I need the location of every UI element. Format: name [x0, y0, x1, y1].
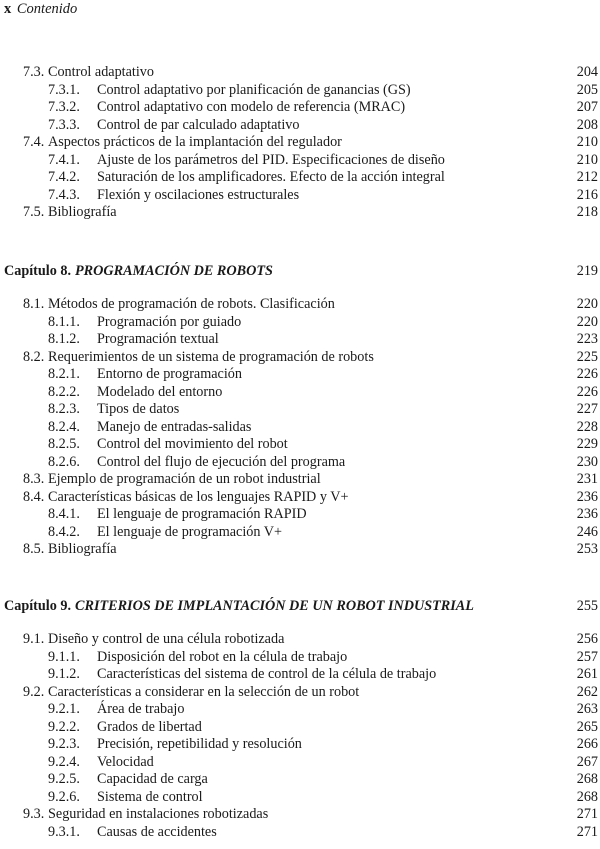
entry-page-number: 226 — [576, 383, 598, 400]
entry-number: 8.2.4. — [48, 418, 80, 435]
entry-title: Área de trabajo — [97, 701, 185, 717]
chapter-heading[interactable] — [4, 262, 598, 280]
toc-subsection-entry[interactable] — [0, 366, 600, 384]
chapter-label: Capítulo 9. — [4, 598, 72, 614]
entry-page-number: 225 — [576, 348, 598, 365]
page-number-roman: x — [4, 1, 12, 17]
entry-number: 8.4.1. — [48, 506, 80, 522]
toc-subsection-entry[interactable] — [0, 524, 600, 542]
entry-title: Control del flujo de ejecución del programa — [97, 453, 346, 470]
toc-subsection-entry[interactable] — [0, 719, 600, 737]
entry-title: Precisión, repetibilidad y resolución — [97, 736, 302, 752]
entry-number: 9.3. — [23, 806, 45, 822]
entry-title: Control adaptativo con modelo de referencia (MRAC) — [97, 99, 406, 115]
entry-page-number: 207 — [576, 99, 598, 115]
entry-number: 9.2.2. — [48, 718, 80, 735]
entry-page-number: 261 — [576, 666, 598, 682]
toc-subsection-entry[interactable] — [0, 649, 600, 667]
entry-page-number: 265 — [576, 718, 598, 735]
entry-title: Aspectos prácticos de la implantación del regulador — [48, 134, 342, 150]
entry-title: Modelado del entorno — [97, 383, 223, 400]
chapter-label: Capítulo 8. — [4, 263, 72, 279]
entry-title: Programación textual — [97, 331, 219, 347]
toc-subsection-entry[interactable] — [0, 314, 600, 332]
entry-title: Entorno de programación — [97, 366, 242, 382]
entry-title: Bibliografía — [48, 204, 117, 220]
entry-page-number: 218 — [576, 204, 598, 220]
entry-number: 8.4. — [23, 488, 45, 505]
entry-title: Tipos de datos — [97, 401, 180, 417]
toc-subsection-entry[interactable] — [0, 736, 600, 754]
toc-subsection-entry[interactable] — [0, 117, 600, 135]
entry-number: 9.3.1. — [48, 823, 80, 840]
entry-title: Bibliografía — [48, 541, 117, 557]
toc-section-entries — [0, 64, 600, 222]
entry-page-number: 246 — [576, 523, 598, 540]
entry-number: 8.2.3. — [48, 401, 80, 417]
entry-title: Características básicas de los lenguajes RAPID y V+ — [48, 488, 349, 505]
entry-page-number: 230 — [576, 453, 598, 470]
toc-subsection-entry[interactable] — [0, 789, 600, 807]
entry-title: Manejo de entradas-salidas — [97, 418, 252, 435]
entry-page-number: 268 — [576, 771, 598, 787]
toc-subsection-entry[interactable] — [0, 401, 600, 419]
entry-number: 7.3. — [23, 64, 45, 80]
entry-number: 8.1.1. — [48, 313, 80, 330]
entry-title: Control adaptativo — [48, 64, 154, 80]
entry-page-number: 268 — [576, 788, 598, 805]
toc-subsection-entry[interactable] — [0, 701, 600, 719]
entry-number: 8.2.1. — [48, 366, 80, 382]
entry-number: 9.2. — [23, 683, 45, 700]
entry-page-number: 216 — [576, 186, 598, 203]
entry-number: 9.2.5. — [48, 771, 80, 787]
toc-subsection-entry[interactable] — [0, 99, 600, 117]
toc-subsection-entry[interactable] — [0, 824, 600, 842]
entry-title: Requerimientos de un sistema de programación de robots — [48, 348, 374, 365]
entry-title: Características del sistema de control de la célula de trabajo — [97, 666, 437, 682]
entry-number: 8.2.5. — [48, 436, 80, 452]
entry-number: 9.2.4. — [48, 753, 80, 770]
toc-subsection-entry[interactable] — [0, 454, 600, 472]
entry-number: 8.4.2. — [48, 523, 80, 540]
entry-page-number: 236 — [576, 506, 598, 522]
chapter-title: PROGRAMACIÓN DE ROBOTS — [75, 263, 273, 279]
entry-title: Métodos de programación de robots. Clasificación — [48, 296, 335, 312]
entry-page-number: 267 — [576, 753, 598, 770]
entry-title: Saturación de los amplificadores. Efecto de la acción integral — [97, 169, 445, 185]
entry-page-number: 226 — [576, 366, 598, 382]
toc-subsection-entry[interactable] — [0, 436, 600, 454]
entry-title: Seguridad en instalaciones robotizadas — [48, 806, 269, 822]
entry-title: Ejemplo de programación de un robot industrial — [48, 471, 321, 487]
toc-section-entry[interactable] — [0, 204, 600, 222]
toc-section-entry[interactable] — [0, 631, 600, 649]
entry-number: 7.3.2. — [48, 99, 80, 115]
entry-page-number: 228 — [576, 418, 598, 435]
entry-title: Capacidad de carga — [97, 771, 208, 787]
toc-section-entry[interactable] — [0, 489, 600, 507]
toc-subsection-entry[interactable] — [0, 82, 600, 100]
entry-page-number: 210 — [576, 134, 598, 150]
entry-title: El lenguaje de programación RAPID — [97, 506, 307, 522]
entry-page-number: 271 — [576, 806, 598, 822]
running-header — [4, 1, 77, 18]
toc-section-entries — [0, 631, 600, 841]
entry-page-number: 271 — [576, 823, 598, 840]
entry-page-number: 210 — [576, 151, 598, 168]
entry-number: 9.1.1. — [48, 648, 80, 665]
chapter-title: CRITERIOS DE IMPLANTACIÓN DE UN ROBOT INDUSTRIAL — [75, 598, 474, 614]
entry-number: 9.1. — [23, 631, 45, 647]
entry-number: 9.2.1. — [48, 701, 80, 717]
entry-title: Causas de accidentes — [97, 823, 217, 840]
entry-number: 7.4.3. — [48, 186, 80, 203]
entry-page-number: 220 — [576, 313, 598, 330]
toc-subsection-entry[interactable] — [0, 754, 600, 772]
entry-title: Velocidad — [97, 753, 154, 770]
entry-title: Diseño y control de una célula robotizada — [48, 631, 285, 647]
entry-number: 8.2.6. — [48, 453, 80, 470]
toc-subsection-entry[interactable] — [0, 169, 600, 187]
entry-title: El lenguaje de programación V+ — [97, 523, 283, 540]
entry-page-number: 256 — [576, 631, 598, 647]
entry-number: 7.3.3. — [48, 116, 80, 133]
toc-section-entry[interactable] — [0, 471, 600, 489]
toc-subsection-entry[interactable] — [0, 506, 600, 524]
toc-subsection-entry[interactable] — [0, 666, 600, 684]
toc-section-entry[interactable] — [0, 541, 600, 559]
entry-number: 7.5. — [23, 204, 45, 220]
entry-page-number: 227 — [576, 401, 598, 417]
entry-page-number: 263 — [576, 701, 598, 717]
toc-subsection-entry[interactable] — [0, 331, 600, 349]
entry-page-number: 262 — [576, 683, 598, 700]
entry-page-number: 231 — [576, 471, 598, 487]
entry-page-number: 205 — [576, 81, 598, 98]
toc-section-entry[interactable] — [0, 296, 600, 314]
entry-number: 8.3. — [23, 471, 45, 487]
toc-section-entry[interactable] — [0, 806, 600, 824]
toc-section-entry[interactable] — [0, 64, 600, 82]
entry-page-number: 204 — [576, 64, 598, 80]
toc-subsection-entry[interactable] — [0, 384, 600, 402]
entry-page-number: 266 — [576, 736, 598, 752]
entry-number: 8.5. — [23, 541, 45, 557]
chapter-heading[interactable] — [4, 597, 598, 615]
entry-number: 9.2.3. — [48, 736, 80, 752]
entry-title: Características a considerar en la selección de un robot — [48, 683, 360, 700]
entry-page-number: 229 — [576, 436, 598, 452]
entry-title: Programación por guiado — [97, 313, 242, 330]
entry-page-number: 208 — [576, 116, 598, 133]
toc-subsection-entry[interactable] — [0, 187, 600, 205]
entry-number: 7.4. — [23, 134, 45, 150]
entry-title: Control del movimiento del robot — [97, 436, 288, 452]
chapter-page-number: 219 — [576, 263, 598, 279]
entry-page-number: 257 — [576, 648, 598, 665]
entry-page-number: 212 — [576, 169, 598, 185]
entry-title: Ajuste de los parámetros del PID. Especificaciones de diseño — [97, 151, 445, 168]
running-header-title: Contenido — [16, 1, 78, 17]
entry-title: Disposición del robot en la célula de trabajo — [97, 648, 348, 665]
entry-number: 9.2.6. — [48, 788, 80, 805]
entry-number: 9.1.2. — [48, 666, 80, 682]
toc-subsection-entry[interactable] — [0, 419, 600, 437]
entry-number: 8.2. — [23, 348, 45, 365]
toc-section-entry[interactable] — [0, 684, 600, 702]
entry-page-number: 253 — [576, 541, 598, 557]
entry-number: 8.1. — [23, 296, 45, 312]
toc-section-entries — [0, 296, 600, 559]
entry-number: 7.3.1. — [48, 81, 80, 98]
entry-title: Control de par calculado adaptativo — [97, 116, 300, 133]
entry-number: 8.1.2. — [48, 331, 80, 347]
toc-subsection-entry[interactable] — [0, 771, 600, 789]
entry-title: Sistema de control — [97, 788, 203, 805]
entry-title: Flexión y oscilaciones estructurales — [97, 186, 300, 203]
toc-section-entry[interactable] — [0, 134, 600, 152]
chapter-page-number: 255 — [576, 598, 598, 614]
entry-number: 7.4.2. — [48, 169, 80, 185]
entry-page-number: 236 — [576, 488, 598, 505]
toc-section-entry[interactable] — [0, 349, 600, 367]
entry-title: Grados de libertad — [97, 718, 202, 735]
entry-title: Control adaptativo por planificación de ganancias (GS) — [97, 81, 411, 98]
entry-page-number: 223 — [576, 331, 598, 347]
entry-number: 8.2.2. — [48, 383, 80, 400]
entry-number: 7.4.1. — [48, 151, 80, 168]
toc-subsection-entry[interactable] — [0, 152, 600, 170]
entry-page-number: 220 — [576, 296, 598, 312]
